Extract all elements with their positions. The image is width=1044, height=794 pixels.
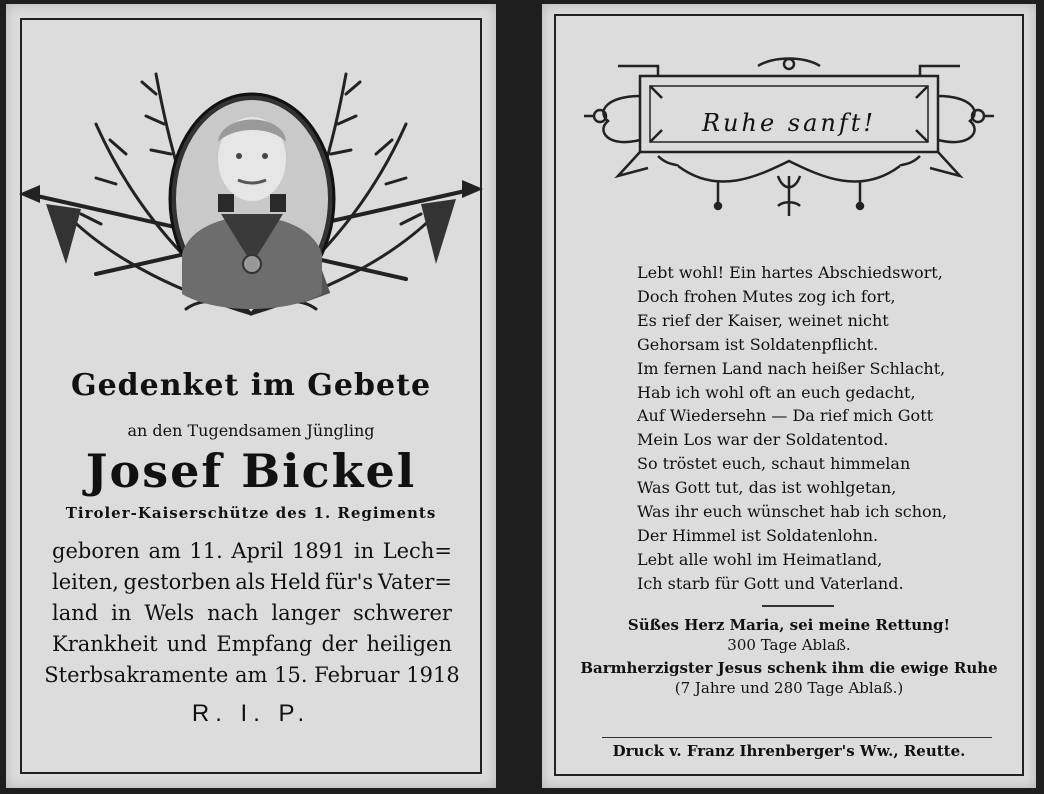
bio-line: Krankheit und Empfang der heiligen <box>52 632 452 656</box>
indulgence-note: 300 Tage Ablaß. <box>727 636 851 654</box>
poem-line: Im fernen Land nach heißer Schlacht, <box>637 358 946 378</box>
divider <box>762 605 834 607</box>
poem-line: Was ihr euch wünschet hab ich schon, <box>637 502 948 522</box>
memorial-card-front <box>6 4 496 788</box>
biography-text <box>44 536 460 691</box>
portrait-emblem <box>6 64 496 334</box>
prayer-line: Süßes Herz Maria, sei meine Rettung! <box>627 616 951 634</box>
deceased-name: Josef Bickel <box>85 444 417 498</box>
poem-line: Hab ich wohl oft an euch gedacht, <box>637 382 916 402</box>
rip-text: R. I. P. <box>191 700 311 727</box>
intro-line: an den Tugendsamen Jüngling <box>127 421 375 440</box>
poem-line: Ich starb für Gott und Vaterland. <box>637 573 904 593</box>
bio-line: geboren am 11. April 1891 in Lech= <box>52 539 452 563</box>
poem-line: So tröstet euch, schaut himmelan <box>637 454 911 474</box>
ornamental-frame-icon <box>578 56 1000 226</box>
poem-line: Lebt alle wohl im Heimatland, <box>637 549 883 569</box>
poem-line: Es rief der Kaiser, weinet nicht <box>637 310 889 330</box>
bio-line: land in Wels nach langer schwerer <box>52 601 452 625</box>
military-rank: Tiroler-Kaiserschütze des 1. Regiments <box>65 504 437 522</box>
printer-credit: Druck v. Franz Ihrenberger's Ww., Reutte. <box>612 742 966 760</box>
poem-line: Gehorsam ist Soldatenpflicht. <box>637 334 879 354</box>
poem-line: Was Gott tut, das ist wohlgetan, <box>637 478 897 498</box>
poem-line: Mein Los war der Soldatentod. <box>637 430 889 450</box>
poem-line: Auf Wiedersehn — Da rief mich Gott <box>637 406 934 426</box>
memorial-card-back <box>542 4 1036 788</box>
bio-line: Sterbsakramente am 15. Februar 1918 <box>44 663 460 687</box>
portrait-photo-icon <box>170 94 334 309</box>
farewell-title: Ruhe sanft! <box>701 109 877 137</box>
poem-line: Doch frohen Mutes zog ich fort, <box>637 286 896 306</box>
indulgence-note: (7 Jahre und 280 Tage Ablaß.) <box>674 679 904 697</box>
divider <box>602 737 992 738</box>
poem-line: Lebt wohl! Ein hartes Abschiedswort, <box>637 263 943 282</box>
bio-line: leiten, gestorben als Held für's Vater= <box>52 570 452 594</box>
memorial-heading: Gedenket im Gebete <box>70 368 432 403</box>
prayer-line: Barmherzigster Jesus schenk ihm die ewige Ruhe <box>580 659 998 677</box>
poem-line: Der Himmel ist Soldatenlohn. <box>637 525 879 545</box>
poem <box>637 261 977 596</box>
